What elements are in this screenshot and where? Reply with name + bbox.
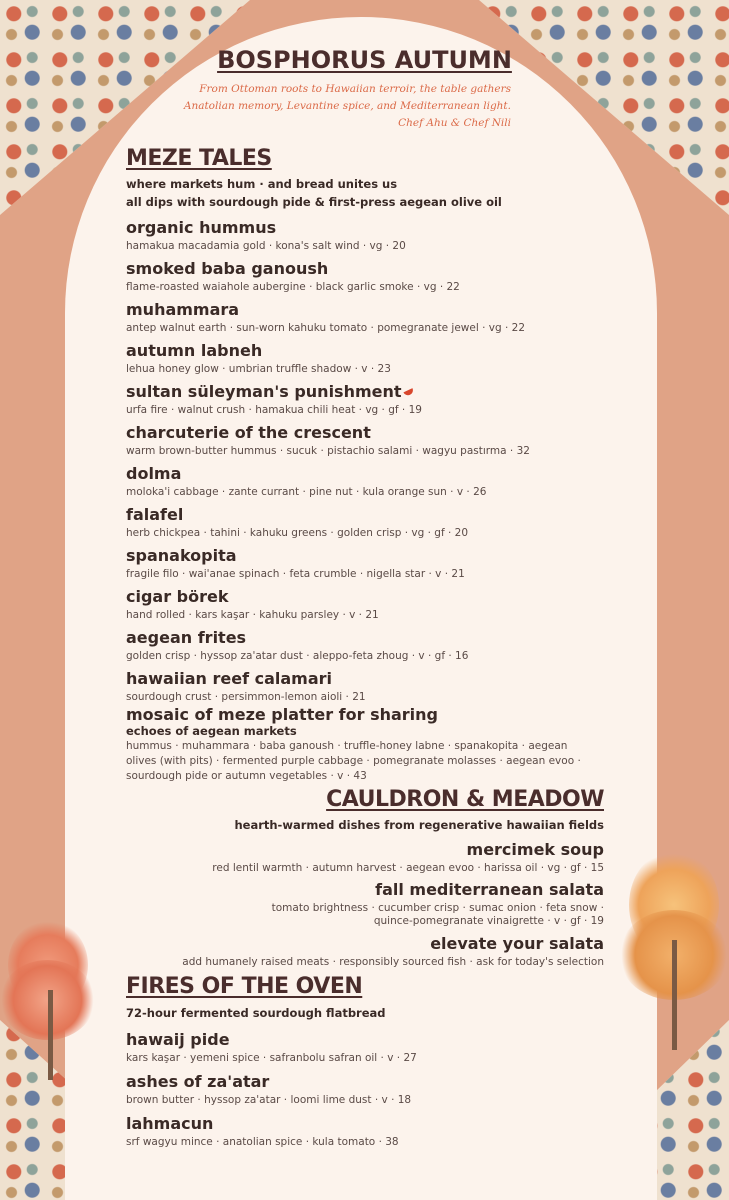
item-name xyxy=(126,382,422,402)
menu-item xyxy=(126,505,468,541)
menu-item xyxy=(126,300,525,336)
item-name: elevate your salata xyxy=(430,934,604,953)
item-name: smoked baba ganoush xyxy=(126,259,329,278)
item-desc: urfa fire · walnut crush · hamakua chili heat · vg · gf · 19 xyxy=(126,404,422,416)
item-name-text: sultan süleyman's punishment xyxy=(126,382,402,401)
item-name: charcuterie of the crescent xyxy=(126,423,371,442)
item-desc: fragile filo · wai'anae spinach · feta crumble · nigella star · v · 21 xyxy=(126,568,465,580)
section-note: where markets hum · and bread unites us xyxy=(126,177,398,191)
item-desc: red lentil warmth · autumn harvest · aegean evoo · harissa oil · vg · gf · 15 xyxy=(212,862,604,874)
item-desc-line: hummus · muhammara · baba ganoush · truffle-honey labne · spanakopita · aegean xyxy=(126,740,568,752)
item-desc: flame-roasted waiahole aubergine · black garlic smoke · vg · 22 xyxy=(126,281,460,293)
item-name: hawaij pide xyxy=(126,1030,230,1049)
menu-item xyxy=(126,259,460,295)
chili-pepper-icon xyxy=(403,388,414,397)
item-name: falafel xyxy=(126,505,184,524)
item-desc-line: sourdough pide or autumn vegetables · v · 43 xyxy=(126,770,367,782)
item-desc-line: quince-pomegranate vinaigrette · v · gf · 19 xyxy=(373,915,604,927)
item-name: mercimek soup xyxy=(466,840,604,859)
item-desc: warm brown-butter hummus · sucuk · pistachio salami · wagyu pastırma · 32 xyxy=(126,445,530,457)
item-desc: antep walnut earth · sun-worn kahuku tomato · pomegranate jewel · vg · 22 xyxy=(126,322,526,334)
intro-line: Anatolian memory, Levantine spice, and Mediterranean light. xyxy=(183,100,511,112)
autumn-tree-right xyxy=(619,850,729,1050)
item-desc: srf wagyu mince · anatolian spice · kula tomato · 38 xyxy=(126,1136,399,1148)
menu-item xyxy=(126,218,406,254)
menu-item xyxy=(272,880,604,929)
item-desc: kars kaşar · yemeni spice · safranbolu safran oil · v · 27 xyxy=(126,1052,417,1064)
menu-item xyxy=(126,464,486,500)
item-name: fall mediterranean salata xyxy=(375,880,604,899)
menu-item-platter xyxy=(126,705,581,784)
menu-title: BOSPHORUS AUTUMN xyxy=(217,46,512,74)
item-desc: golden crisp · hyssop za'atar dust · aleppo-feta zhoug · v · gf · 16 xyxy=(126,650,469,662)
menu-item xyxy=(212,840,604,876)
item-name: aegean frites xyxy=(126,628,247,647)
item-name: hawaiian reef calamari xyxy=(126,669,333,688)
menu-item xyxy=(126,587,379,623)
menu-item xyxy=(126,1114,399,1150)
item-name: autumn labneh xyxy=(126,341,263,360)
item-name: organic hummus xyxy=(126,218,277,237)
section-note: 72-hour fermented sourdough flatbread xyxy=(126,1006,386,1020)
item-name: muhammara xyxy=(126,300,240,319)
menu-item xyxy=(126,423,530,459)
item-name: dolma xyxy=(126,464,182,483)
menu-item xyxy=(126,1072,411,1108)
menu-item xyxy=(126,669,366,705)
item-desc: brown butter · hyssop za'atar · loomi lime dust · v · 18 xyxy=(126,1094,412,1106)
section-title-meze: MEZE TALES xyxy=(126,146,272,171)
autumn-tree-left xyxy=(0,920,100,1080)
item-desc-line: tomato brightness · cucumber crisp · sumac onion · feta snow · xyxy=(271,902,604,914)
item-desc: add humanely raised meats · responsibly sourced fish · ask for today's selection xyxy=(182,956,604,968)
intro-line: From Ottoman roots to Hawaiian terroir, the table gathers xyxy=(199,83,511,95)
item-desc: hand rolled · kars kaşar · kahuku parsley · v · 21 xyxy=(126,609,379,621)
item-name: ashes of za'atar xyxy=(126,1072,270,1091)
menu-item xyxy=(126,1030,417,1066)
menu-item xyxy=(126,382,422,418)
section-note: all dips with sourdough pide & first-press aegean olive oil xyxy=(126,195,502,209)
intro-text xyxy=(151,81,511,132)
section-title-oven: FIRES OF THE OVEN xyxy=(126,974,363,999)
item-name: mosaic of meze platter for sharing xyxy=(126,705,438,724)
item-desc-line: olives (with pits) · fermented purple cabbage · pomegranate molasses · aegean evoo · xyxy=(126,755,581,767)
item-subtitle: echoes of aegean markets xyxy=(126,724,297,738)
menu-item xyxy=(126,546,465,582)
item-name: lahmacun xyxy=(126,1114,214,1133)
item-name: cigar börek xyxy=(126,587,229,606)
menu-item xyxy=(126,341,391,377)
section-title-cauldron: CAULDRON & MEADOW xyxy=(326,787,604,812)
item-desc: sourdough crust · persimmon-lemon aioli · 21 xyxy=(126,691,366,703)
menu-item xyxy=(182,934,604,970)
item-name: spanakopita xyxy=(126,546,237,565)
item-desc: lehua honey glow · umbrian truffle shadow · v · 23 xyxy=(126,363,391,375)
menu-item xyxy=(126,628,468,664)
section-note: hearth-warmed dishes from regenerative hawaiian fields xyxy=(234,818,604,832)
item-desc: hamakua macadamia gold · kona's salt wind · vg · 20 xyxy=(126,240,406,252)
item-desc: herb chickpea · tahini · kahuku greens · golden crisp · vg · gf · 20 xyxy=(126,527,469,539)
item-desc: moloka'i cabbage · zante currant · pine nut · kula orange sun · v · 26 xyxy=(126,486,487,498)
chef-credit: Chef Ahu & Chef Nili xyxy=(398,117,511,129)
